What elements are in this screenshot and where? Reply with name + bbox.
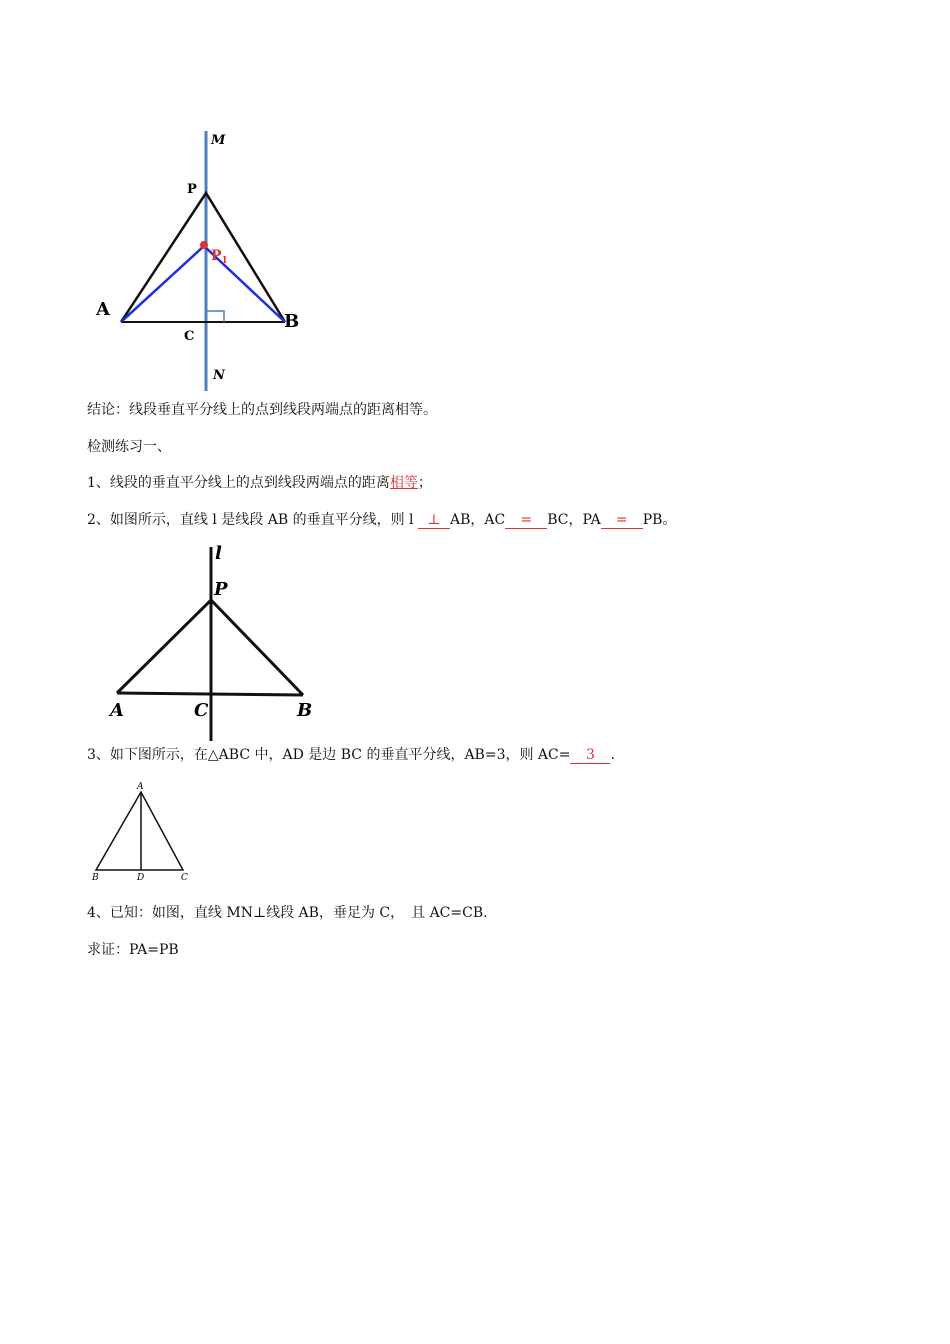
q1-text: 1、线段的垂直平分线上的点到线段两端点的距离	[87, 475, 390, 491]
q2-part3: BC，PA	[547, 512, 601, 528]
question-1	[87, 473, 432, 493]
triangle-apb	[121, 193, 285, 322]
q2-part4: PB。	[642, 512, 677, 528]
q1-answer: 相等	[389, 475, 418, 491]
q3-blank: 3	[570, 747, 610, 764]
label-a: A	[96, 299, 110, 320]
label-b-3: B	[92, 873, 99, 883]
segment-ab-2	[117, 693, 303, 695]
q2-blank-1: ⊥	[418, 512, 450, 529]
question-3	[87, 745, 615, 765]
question-2	[87, 510, 676, 530]
label-c: C	[184, 329, 195, 344]
label-p: P	[187, 182, 197, 197]
label-b-2: B	[297, 700, 313, 721]
q2-blank-2: =	[505, 512, 547, 529]
label-l: l	[215, 543, 222, 564]
label-a-2: A	[110, 700, 124, 721]
question-4: 4、已知：如图，直线 MN⊥线段 AB，垂足为 C， 且 AC=CB.	[87, 905, 488, 921]
label-c-3: C	[181, 873, 188, 883]
q2-part1: 2、如图所示，直线 l 是线段 AB 的垂直平分线，则 l	[87, 512, 418, 528]
q2-blank-3: =	[601, 512, 643, 529]
q3-part1: 3、如下图所示，在△ABC 中，AD 是边 BC 的垂直平分线，AB=3，则 AC=	[87, 747, 571, 763]
q2-part2: AB，AC	[449, 512, 506, 528]
label-a-3: A	[137, 782, 144, 792]
label-p1: $P_1$	[211, 248, 228, 266]
q3-tail: .	[610, 747, 615, 763]
label-d-3: D	[137, 873, 145, 883]
conclusion-text: 结论：线段垂直平分线上的点到线段两端点的距离相等。	[87, 402, 437, 418]
figure-perpendicular-bisector-2	[105, 543, 325, 743]
exercise-title: 检测练习一、	[87, 439, 171, 455]
point-p1	[200, 241, 208, 249]
triangle-abc	[96, 792, 183, 870]
figure-perpendicular-bisector-1	[88, 125, 328, 395]
label-n: N	[213, 368, 225, 383]
label-p-2: P	[214, 579, 228, 600]
label-c-2: C	[194, 700, 209, 721]
figure-triangle-abc	[88, 778, 198, 884]
label-b: B	[284, 311, 300, 332]
q1-tail: ；	[417, 475, 432, 491]
proof-statement: 求证：PA=PB	[87, 942, 179, 958]
label-m: M	[211, 133, 226, 148]
right-angle-mark	[206, 311, 224, 322]
